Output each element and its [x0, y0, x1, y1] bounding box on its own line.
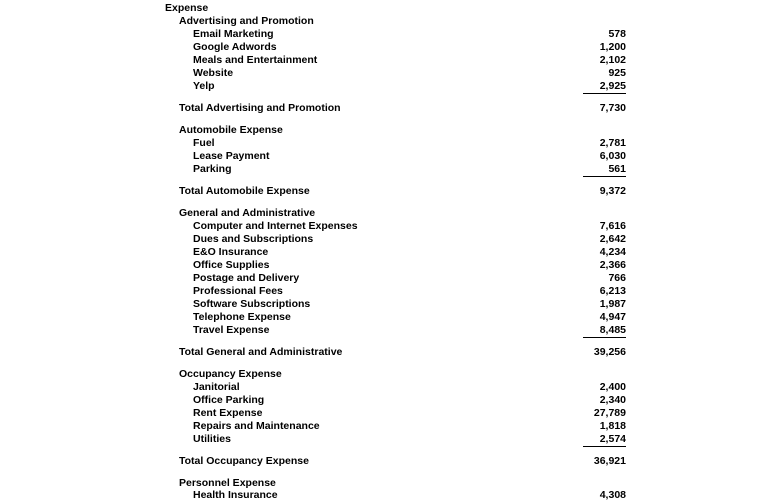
line-item-row	[0, 28, 770, 41]
line-item-label: Parking	[193, 163, 232, 175]
line-item-label: Yelp	[193, 80, 215, 92]
line-item-label: Travel Expense	[193, 324, 270, 336]
line-item-row	[0, 394, 770, 407]
section-header: Advertising and Promotion	[179, 15, 314, 27]
section-total-label: Total General and Administrative	[179, 346, 343, 358]
line-item-amount: 578	[608, 28, 626, 40]
section-total-label: Total Advertising and Promotion	[179, 102, 341, 114]
section-header-row	[0, 368, 770, 381]
line-item-label: Lease Payment	[193, 150, 270, 162]
line-item-row	[0, 298, 770, 311]
subtotal-rule	[583, 93, 626, 94]
section-total-row	[0, 185, 770, 198]
line-item-label: Professional Fees	[193, 285, 283, 297]
section-header: General and Administrative	[179, 207, 316, 219]
line-item-label: Website	[193, 67, 234, 79]
line-item-amount: 1,200	[599, 41, 626, 53]
section-header-row	[0, 207, 770, 220]
line-item-row	[0, 433, 770, 446]
line-item-amount: 8,485	[599, 324, 626, 336]
line-item-label: Janitorial	[193, 381, 240, 393]
section-header-row	[0, 124, 770, 137]
line-item-label: E&O Insurance	[193, 246, 269, 258]
line-item-label: Dues and Subscriptions	[193, 233, 314, 245]
report-title: Expense	[165, 2, 209, 14]
line-item-label: Meals and Entertainment	[193, 54, 318, 66]
line-item-amount: 2,925	[599, 80, 626, 92]
line-item-amount: 1,987	[599, 298, 626, 310]
line-item-amount: 6,213	[599, 285, 626, 297]
line-item-row	[0, 324, 770, 337]
line-item-row	[0, 259, 770, 272]
line-item-row	[0, 381, 770, 394]
line-item-row	[0, 311, 770, 324]
section-total-row	[0, 455, 770, 468]
line-item-row	[0, 54, 770, 67]
line-item-row	[0, 233, 770, 246]
section-total-row	[0, 346, 770, 359]
line-item-row	[0, 272, 770, 285]
line-item-row	[0, 285, 770, 298]
section-total-row	[0, 102, 770, 115]
line-item-row	[0, 150, 770, 163]
line-item-row	[0, 407, 770, 420]
line-item-amount: 2,340	[599, 394, 626, 406]
subtotal-rule	[583, 337, 626, 338]
line-item-amount: 766	[608, 272, 626, 284]
section-total-amount: 36,921	[593, 455, 626, 467]
line-item-row	[0, 220, 770, 233]
line-item-label: Software Subscriptions	[193, 298, 311, 310]
section-total-amount: 7,730	[599, 102, 626, 114]
report-header-row	[0, 2, 770, 15]
subtotal-rule	[583, 446, 626, 447]
subtotal-rule	[583, 176, 626, 177]
line-item-amount: 1,818	[599, 420, 626, 432]
line-item-amount: 27,789	[593, 407, 626, 419]
line-item-amount: 4,234	[599, 246, 626, 258]
line-item-row	[0, 489, 770, 502]
line-item-row	[0, 80, 770, 93]
line-item-row	[0, 41, 770, 54]
line-item-amount: 2,781	[599, 137, 626, 149]
line-item-row	[0, 163, 770, 176]
line-item-label: Fuel	[193, 137, 215, 149]
line-item-label: Telephone Expense	[193, 311, 291, 323]
section-header: Occupancy Expense	[179, 368, 282, 380]
line-item-amount: 2,400	[599, 381, 626, 393]
line-item-row	[0, 137, 770, 150]
line-item-amount: 2,642	[599, 233, 626, 245]
section-total-amount: 39,256	[593, 346, 626, 358]
line-item-amount: 4,947	[599, 311, 626, 323]
line-item-label: Office Supplies	[193, 259, 270, 271]
line-item-amount: 925	[608, 67, 626, 79]
line-item-amount: 561	[608, 163, 626, 175]
line-item-amount: 4,308	[599, 489, 626, 501]
section-header-row	[0, 15, 770, 28]
section-header: Personnel Expense	[179, 477, 276, 489]
line-item-label: Google Adwords	[193, 41, 277, 53]
line-item-label: Rent Expense	[193, 407, 263, 419]
section-total-label: Total Automobile Expense	[179, 185, 310, 197]
line-item-label: Postage and Delivery	[193, 272, 300, 284]
line-item-row	[0, 246, 770, 259]
line-item-amount: 2,366	[599, 259, 626, 271]
line-item-label: Email Marketing	[193, 28, 274, 40]
line-item-label: Computer and Internet Expenses	[193, 220, 358, 232]
line-item-amount: 2,102	[599, 54, 626, 66]
line-item-label: Office Parking	[193, 394, 265, 406]
section-total-amount: 9,372	[599, 185, 626, 197]
line-item-amount: 7,616	[599, 220, 626, 232]
line-item-label: Utilities	[193, 433, 231, 445]
line-item-amount: 6,030	[599, 150, 626, 162]
line-item-row	[0, 67, 770, 80]
line-item-label: Health Insurance	[193, 489, 278, 501]
section-total-label: Total Occupancy Expense	[179, 455, 309, 467]
line-item-amount: 2,574	[599, 433, 626, 445]
line-item-row	[0, 420, 770, 433]
section-header: Automobile Expense	[179, 124, 283, 136]
line-item-label: Repairs and Maintenance	[193, 420, 320, 432]
